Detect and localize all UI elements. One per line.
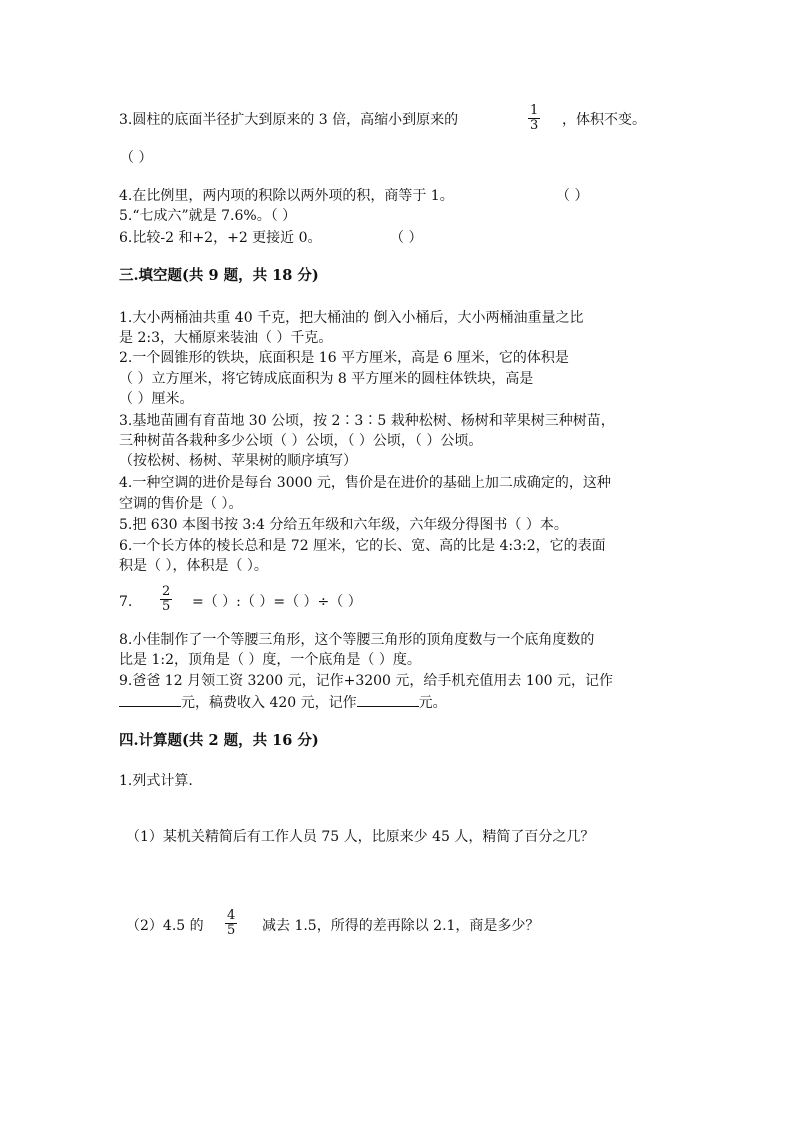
judge-q6-text: 6.比较-2 和+2，+2 更接近 0。 — [119, 230, 322, 246]
judge-q3-fraction — [528, 104, 540, 133]
judge-q6-answer-paren: （ ） — [390, 230, 423, 246]
calc-q1-part2-a: （2）4.5 的 — [126, 918, 204, 934]
fill-section-heading: 三.填空题(共 9 题，共 18 分) — [119, 267, 319, 284]
fill-line-17 — [119, 692, 447, 713]
judge-q4-text: 4.在比例里，两内项的积除以两外项的积，商等于 1。 — [119, 188, 454, 204]
fill-line-16: 9.爸爸 12 月领工资 3200 元，记作+3200 元，给手机充值用去 100 元，记作 — [119, 673, 614, 689]
judge-q3-text-a: 3.圆柱的底面半径扩大到原来的 3 倍，高缩小到原来的 — [119, 112, 459, 128]
fraction-denominator: 5 — [162, 599, 171, 614]
fill-line-5: （ ）厘米。 — [119, 391, 194, 407]
fill-q7-expression: =（ ）:（ ）=（ ）÷（ ） — [192, 594, 362, 610]
judge-q3-line — [119, 110, 458, 130]
fill-q7-fraction — [160, 585, 172, 614]
fill-line-4: （ ）立方厘米，将它铸成底面积为 8 平方厘米的圆柱体铁块，高是 — [119, 371, 534, 387]
fill-line-12: 6.一个长方体的棱长总和是 72 厘米，它的长、宽、高的比是 4:3:2，它的表面 — [119, 538, 606, 554]
calc-q1-part2-b: 减去 1.5，所得的差再除以 2.1，商是多少？ — [262, 918, 540, 934]
judge-q5-text: 5.“七成六”就是 7.6%。（ ） — [119, 208, 297, 224]
fraction-numerator: 1 — [530, 103, 539, 118]
fill-q7-label: 7. — [119, 594, 133, 610]
fraction-numerator: 2 — [162, 584, 171, 599]
calc-q1-part2-fraction — [225, 909, 237, 938]
fill-line-10: 空调的售价是（ ）。 — [119, 496, 243, 512]
fraction-denominator: 5 — [227, 923, 236, 938]
fill-line-15: 比是 1:2，顶角是（ ）度，一个底角是（ ）度。 — [119, 652, 421, 668]
fill-line-1: 1.大小两桶油共重 40 千克，把大桶油的 倒入小桶后，大小两桶油重量之比 — [119, 310, 584, 326]
fill-line-3: 2.一个圆锥形的铁块，底面积是 16 平方厘米，高是 6 厘米，它的体积是 — [119, 350, 569, 366]
calc-section-heading: 四.计算题(共 2 题，共 16 分) — [119, 732, 319, 749]
answer-blank[interactable] — [119, 692, 181, 707]
judge-q3-text-b: ，体积不变。 — [562, 112, 646, 128]
fraction-denominator: 3 — [530, 118, 539, 133]
fill-line-2: 是 2:3，大桶原来装油（ ）千克。 — [119, 330, 333, 346]
fill-line-7: 三种树苗各栽种多少公顷（ ）公顷，（ ）公顷，（ ）公顷。 — [119, 433, 483, 449]
judge-q3-tail — [562, 110, 646, 130]
fill-line-17-text-a: 元，稿费收入 420 元，记作 — [181, 695, 357, 711]
fraction-numerator: 4 — [227, 908, 236, 923]
calc-q1-title: 1.列式计算. — [119, 773, 193, 789]
judge-q4-answer-paren: （ ） — [556, 188, 589, 204]
fill-line-8: （按松树、杨树、苹果树的顺序填写） — [119, 453, 357, 469]
fill-line-17-text-b: 元。 — [418, 695, 447, 711]
answer-blank[interactable] — [357, 692, 419, 707]
fill-line-9: 4.一种空调的进价是每台 3000 元，售价是在进价的基础上加二成确定的，这种 — [119, 475, 611, 491]
fill-line-11: 5.把 630 本图书按 3:4 分给五年级和六年级，六年级分得图书（ ）本。 — [119, 517, 568, 533]
fill-line-14: 8.小佳制作了一个等腰三角形，这个等腰三角形的顶角度数与一个底角度数的 — [119, 632, 595, 648]
judge-q3-answer-paren: （ ） — [120, 150, 153, 166]
fill-line-13: 积是（ ），体积是（ ）。 — [119, 558, 268, 574]
fill-line-6: 3.基地苗圃有育苗地 30 公顷，按 2∶3∶5 栽种松树、杨树和苹果树三种树苗， — [119, 413, 615, 429]
calc-q1-part1: （1）某机关精简后有工作人员 75 人，比原来少 45 人，精简了百分之几？ — [126, 829, 595, 845]
